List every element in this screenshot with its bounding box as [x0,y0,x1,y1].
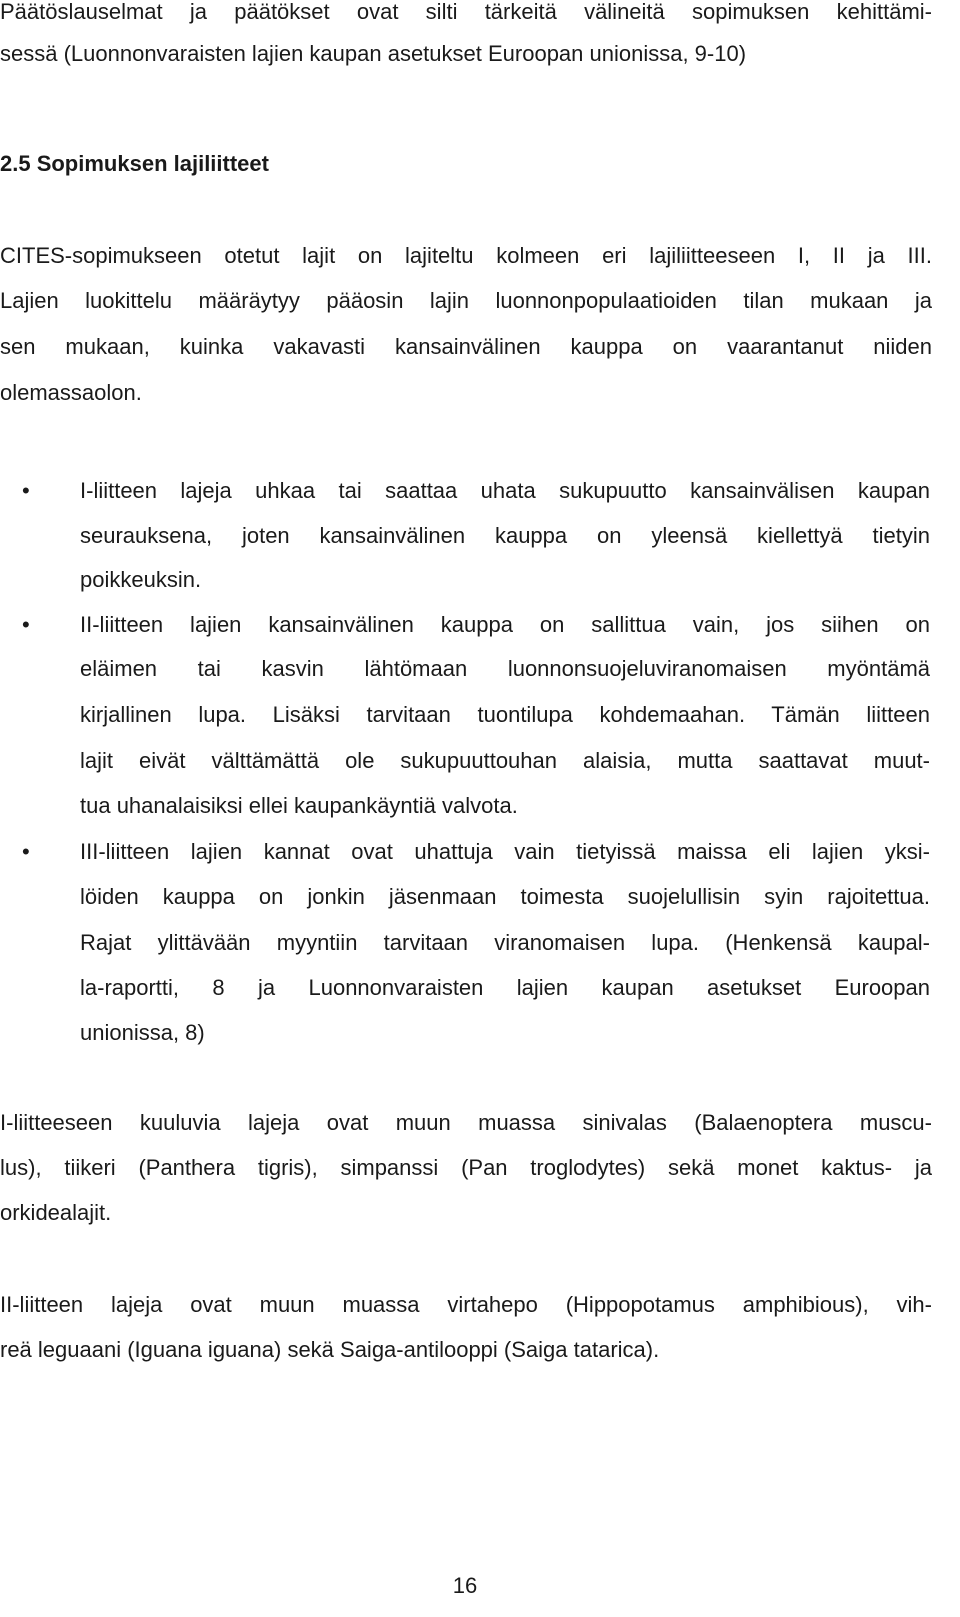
text-line: reä leguaani (Iguana iguana) sekä Saiga-antilooppi (Saiga tatarica). [0,1337,660,1362]
page-number: 16 [452,1573,478,1598]
bullet-text-line: II-liitteen lajien kansainvälinen kauppa on sallittua vain, jos siihen on [80,612,930,637]
text-line: orkidealajit. [0,1200,112,1225]
text-line: Lajien luokittelu määräytyy pääosin lajin luonnonpopulaatioiden tilan mukaan ja [0,288,932,313]
bullet-marker: • [22,612,30,637]
text-line: olemassaolon. [0,380,142,405]
text-line: I-liitteeseen kuuluvia lajeja ovat muun muassa sinivalas (Balaenoptera muscu- [0,1110,932,1135]
text-line: CITES-sopimukseen otetut lajit on lajiteltu kolmeen eri lajiliitteeseen I, II ja III. [0,243,932,268]
text-line: sen mukaan, kuinka vakavasti kansainvälinen kauppa on vaarantanut niiden [0,334,932,359]
bullet-text-line: la-raportti, 8 ja Luonnonvaraisten lajien kaupan asetukset Euroopan [80,975,930,1000]
text-line: lus), tiikeri (Panthera tigris), simpanssi (Pan troglodytes) sekä monet kaktus- ja [0,1155,932,1180]
bullet-text-line: poikkeuksin. [80,567,202,592]
bullet-text-line: III-liitteen lajien kannat ovat uhattuja vain tietyissä maissa eli lajien yksi- [80,839,930,864]
text-line: sessä (Luonnonvaraisten lajien kaupan asetukset Euroopan unionissa, 9-10) [0,41,747,66]
bullet-text-line: Rajat ylittävään myyntiin tarvitaan viranomaisen lupa. (Henkensä kaupal- [80,930,930,955]
bullet-text-line: eläimen tai kasvin lähtömaan luonnonsuojeluviranomaisen myöntämä [80,656,930,681]
bullet-text-line: seurauksena, joten kansainvälinen kauppa on yleensä kiellettyä tietyin [80,523,930,548]
bullet-text-line: lajit eivät välttämättä ole sukupuuttouhan alaisia, mutta saattavat muut- [80,748,930,773]
bullet-text-line: tua uhanalaisiksi ellei kaupankäyntiä valvota. [80,793,518,818]
bullet-text-line: unionissa, 8) [80,1020,205,1045]
bullet-text-line: kirjallinen lupa. Lisäksi tarvitaan tuontilupa kohdemaahan. Tämän liitteen [80,702,930,727]
bullet-text-line: I-liitteen lajeja uhkaa tai saattaa uhata sukupuutto kansainvälisen kaupan [80,478,930,503]
bullet-text-line: löiden kauppa on jonkin jäsenmaan toimesta suojelullisin syin rajoitettua. [80,884,930,909]
section-heading: 2.5 Sopimuksen lajiliitteet [0,151,269,176]
text-line: Päätöslauselmat ja päätökset ovat silti tärkeitä välineitä sopimuksen kehittämi- [0,0,932,24]
bullet-marker: • [22,839,30,864]
bullet-marker: • [22,478,30,503]
text-line: II-liitteen lajeja ovat muun muassa virtahepo (Hippopotamus amphibious), vih- [0,1292,932,1317]
